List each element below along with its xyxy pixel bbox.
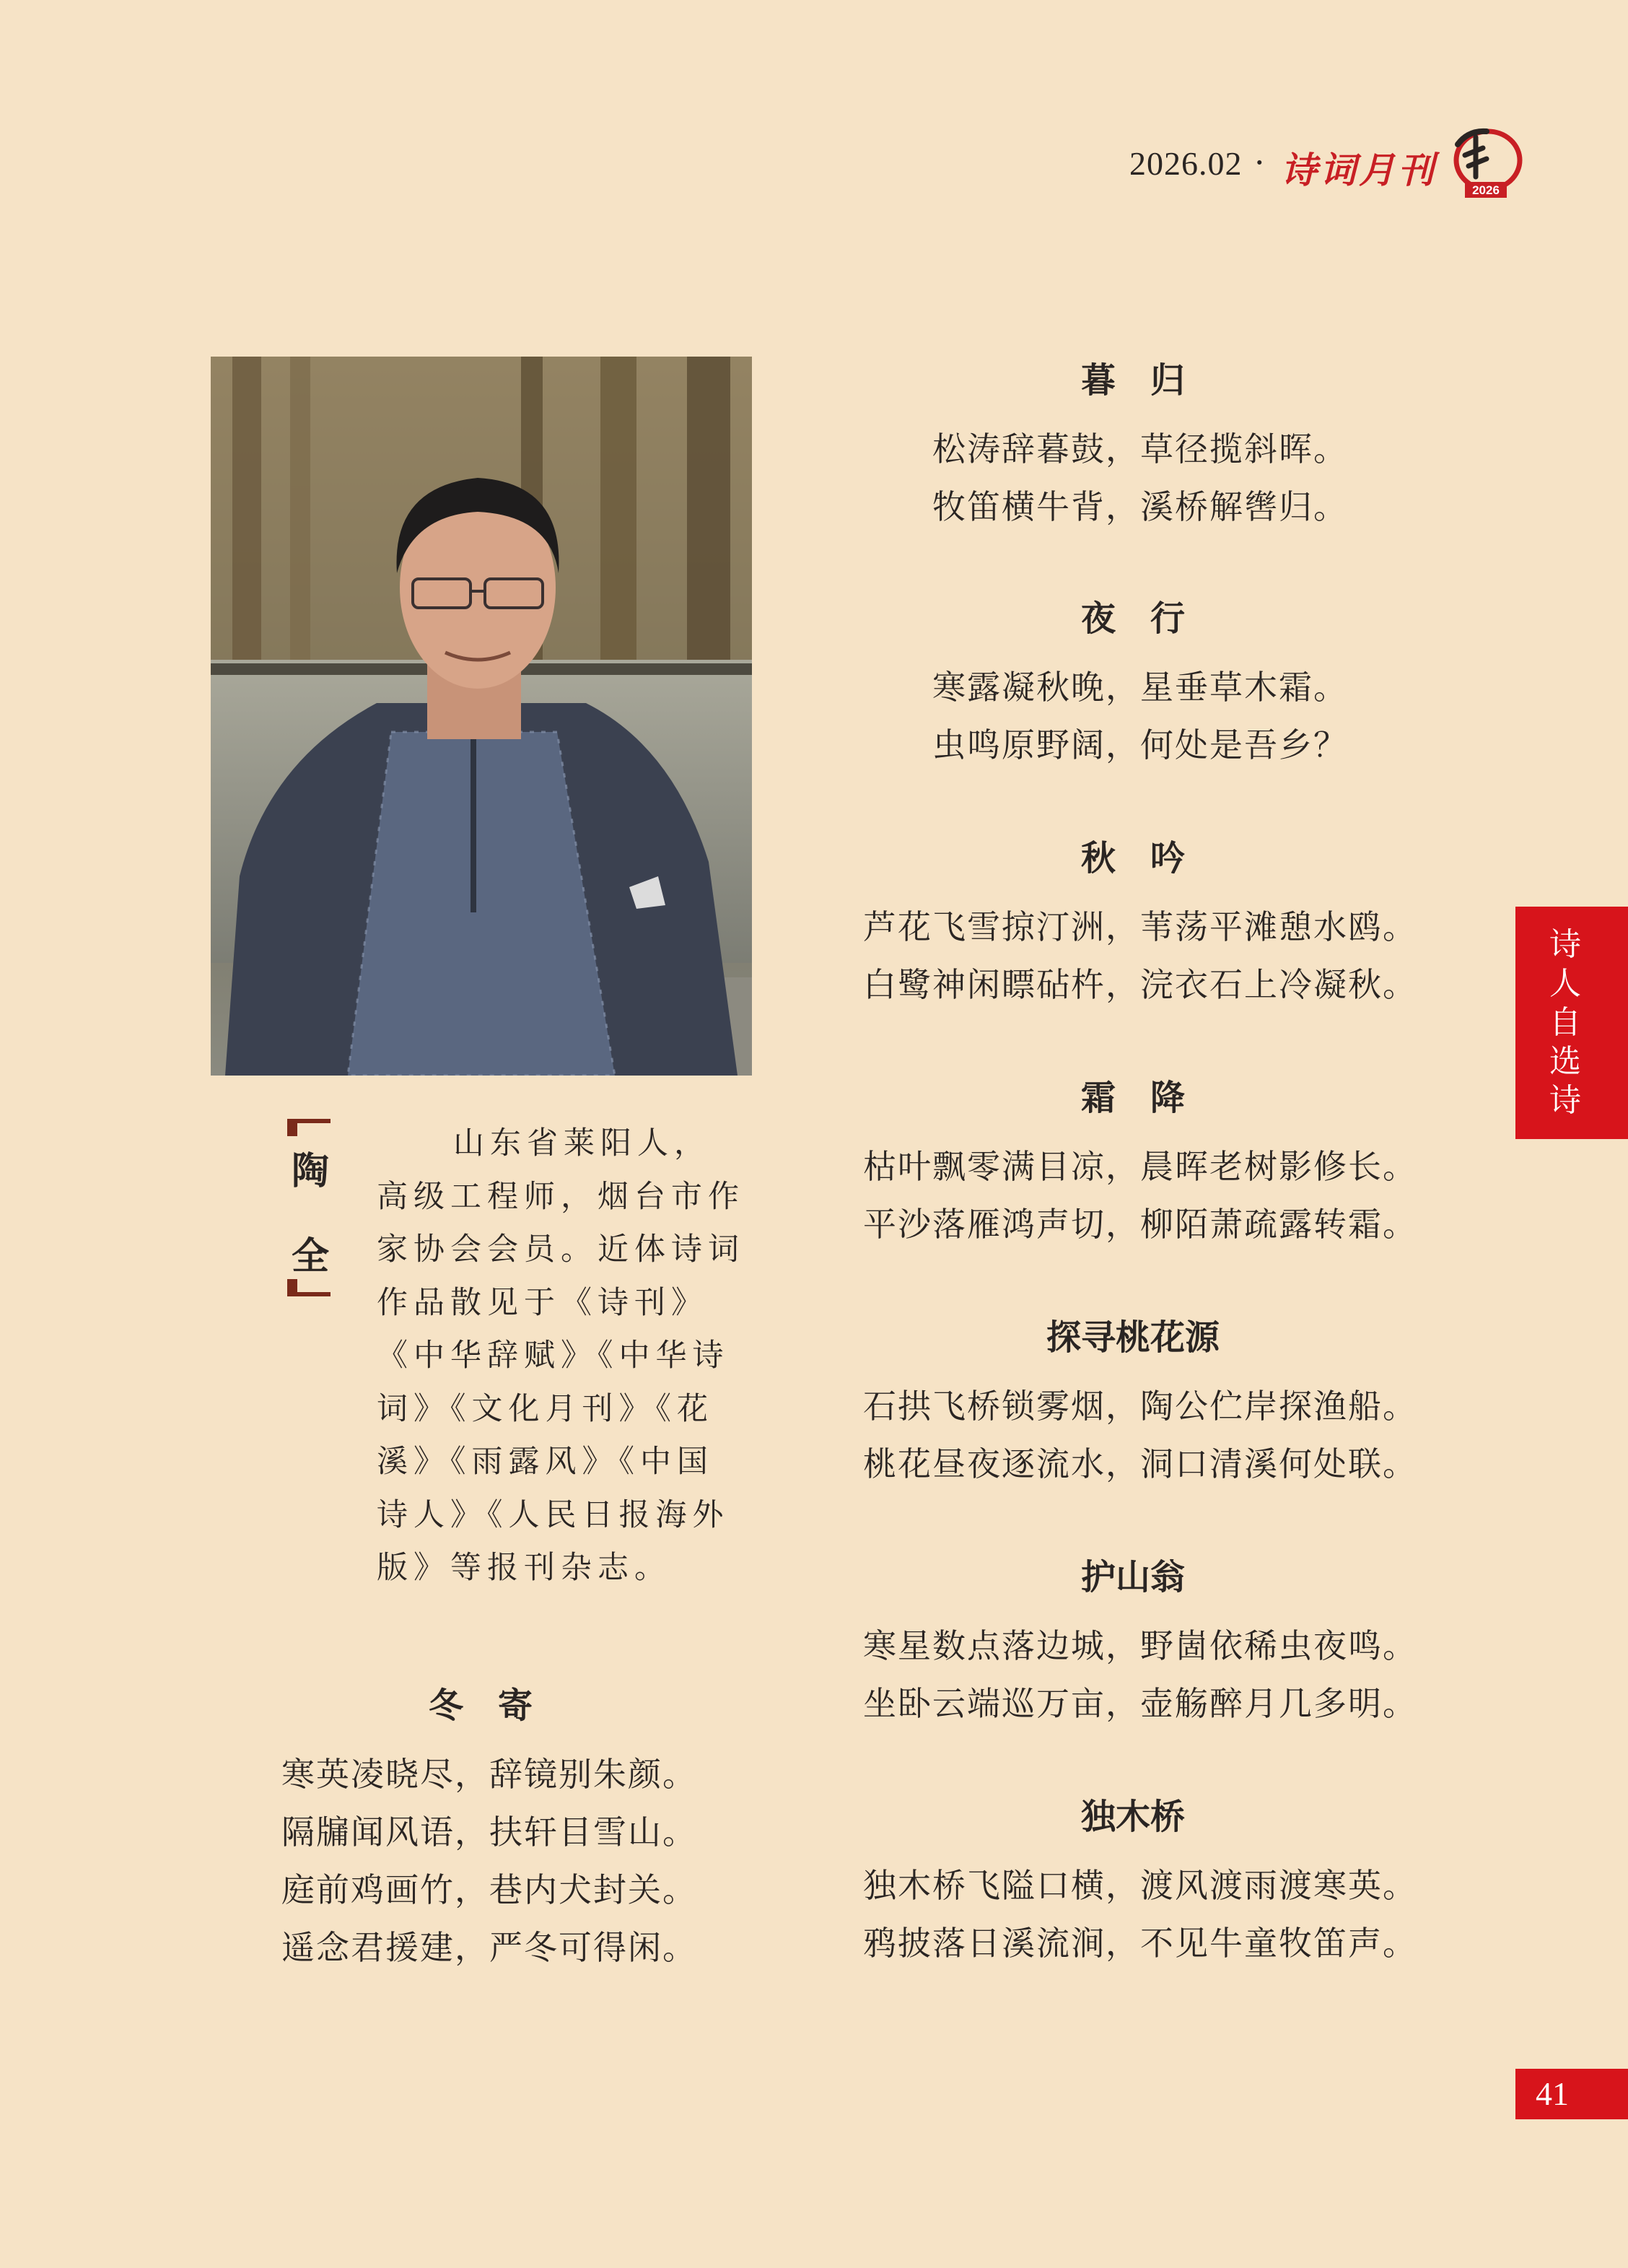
poem-body — [863, 1857, 1417, 1972]
logo-year: 2026 — [1472, 183, 1500, 197]
poem-body — [863, 1138, 1417, 1253]
poem-title: 护山翁 — [1080, 1557, 1185, 1597]
poem-line: 遥念君援建，严冬可得闲。 — [281, 1928, 697, 1967]
poem-title: 霜 降 — [1080, 1078, 1185, 1118]
poem-body — [932, 658, 1348, 774]
bio-line: 《中华辞赋》《中华诗 — [377, 1338, 730, 1374]
poem-line: 枯叶飘零满目凉，晨晖老树影修长。 — [863, 1147, 1417, 1186]
bio-line: 高级工程师，烟台市作 — [377, 1178, 745, 1215]
poem-body — [863, 898, 1417, 1013]
poem-title: 暮 归 — [1080, 360, 1185, 401]
poem-body — [932, 420, 1348, 536]
poem-line: 虫鸣原野阔，何处是吾乡？ — [932, 725, 1348, 764]
poet-name-char-1: 陶 — [292, 1149, 330, 1193]
section-tab-char: 自 — [1549, 1004, 1581, 1041]
magazine-logo-icon — [1443, 115, 1524, 201]
poem-line: 寒星数点落边城，野崮依稀虫夜鸣。 — [863, 1626, 1417, 1665]
poem-body — [863, 1377, 1417, 1493]
poem-line: 石拱飞桥锁雾烟，陶公伫岸探渔船。 — [863, 1387, 1417, 1426]
poem-body — [281, 1745, 697, 1976]
section-tab-char: 人 — [1549, 965, 1581, 1002]
section-tab-char: 选 — [1549, 1043, 1581, 1080]
section-tab-char: 诗 — [1549, 926, 1581, 963]
poem-line: 隔牖闻风语，扶轩目雪山。 — [281, 1813, 697, 1852]
poet-bio — [377, 1117, 752, 1595]
poem-title: 独木桥 — [1080, 1797, 1185, 1837]
poet-portrait-photo — [211, 357, 752, 1076]
bio-line: 溪》《雨露风》《中国 — [377, 1444, 714, 1480]
bio-line: 诗人》《人民日报海外 — [377, 1496, 730, 1533]
bracket-bottom-icon — [287, 1279, 333, 1298]
magazine-title: 诗词月刊 — [1281, 149, 1437, 191]
page-number: 41 — [1515, 2069, 1628, 2119]
poet-name-char-2: 全 — [292, 1234, 330, 1278]
poem-line: 平沙落雁鸿声切，柳陌萧疏露转霜。 — [863, 1205, 1417, 1244]
poem-line: 坐卧云端巡万亩，壶觞醉月几多明。 — [863, 1684, 1417, 1723]
poem-line: 鸦披落日溪流涧，不见牛童牧笛声。 — [863, 1924, 1417, 1963]
poem-line: 牧笛横牛背，溪桥解辔归。 — [932, 487, 1348, 526]
header-separator: · — [1254, 143, 1265, 182]
poem-title: 夜 行 — [1080, 598, 1185, 639]
poem-line: 芦花飞雪掠汀洲，苇荡平滩憩水鸥。 — [863, 907, 1417, 946]
bio-line: 山东省莱阳人， — [453, 1125, 711, 1161]
poem-title: 秋 吟 — [1080, 838, 1185, 878]
issue-date: 2026.02 — [1129, 145, 1243, 182]
poem-line: 桃花昼夜逐流水，洞口清溪何处联。 — [863, 1444, 1417, 1483]
bracket-top-icon — [287, 1117, 333, 1136]
poem-line: 寒英凌晓尽，辞镜别朱颜。 — [281, 1755, 697, 1794]
poem-title: 冬 寄 — [428, 1685, 533, 1726]
poem-title: 探寻桃花源 — [1046, 1317, 1220, 1358]
poem-line: 松涛辞暮鼓，草径揽斜晖。 — [932, 429, 1348, 468]
poem-line: 白鹭神闲瞟砧杵，浣衣石上冷凝秋。 — [863, 965, 1417, 1004]
bio-line: 家协会会员。近体诗词 — [377, 1231, 745, 1268]
bio-line: 作品散见于《诗刊》 — [377, 1284, 708, 1321]
section-tab-char: 诗 — [1549, 1082, 1581, 1119]
poem-line: 独木桥飞隘口横，渡风渡雨渡寒英。 — [863, 1866, 1417, 1905]
poem-line: 庭前鸡画竹，巷内犬封关。 — [281, 1870, 697, 1909]
poem-line: 寒露凝秋晚，星垂草木霜。 — [932, 668, 1348, 707]
section-tab — [1515, 907, 1628, 1139]
bio-line: 版》等报刊杂志。 — [377, 1550, 671, 1586]
bio-line: 词》《文化月刊》《花 — [377, 1390, 714, 1427]
poem-body — [863, 1617, 1417, 1732]
